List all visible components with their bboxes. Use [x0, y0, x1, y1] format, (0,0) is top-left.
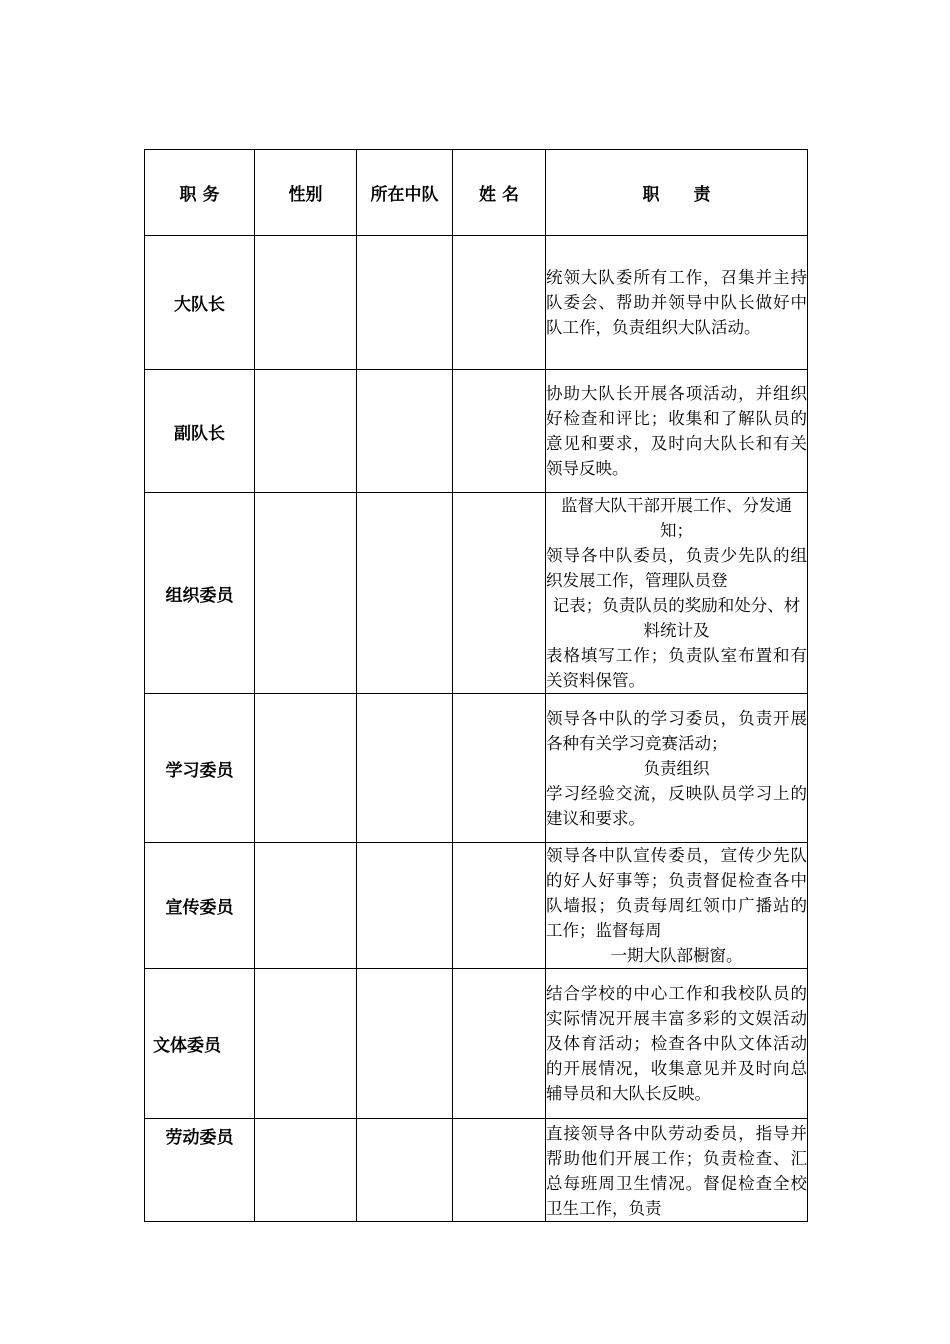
duty-line: 协助大队长开展各项活动，并组织好检查和评比；收集和了解队员的意见和要求，及时向大队长和有关领导反映。 [546, 384, 807, 478]
duty-cell [546, 493, 808, 694]
duty-line: 统领大队委所有工作，召集并主持队委会、帮助并领导中队长做好中队工作，负责组织大队活动。 [546, 268, 807, 337]
duty-table [144, 149, 808, 1222]
name-cell [453, 969, 546, 1119]
duty-line: 监督大队干部开展工作、分发通知； [561, 496, 792, 540]
duty-cell [546, 969, 808, 1119]
duty-cell [546, 236, 808, 370]
duty-cell [546, 1119, 808, 1222]
header-gender: 性别 [255, 150, 357, 236]
squad-cell [357, 236, 453, 370]
role-cell: 学习委员 [145, 694, 255, 843]
role-cell: 宣传委员 [145, 843, 255, 969]
header-name: 姓 名 [453, 150, 546, 236]
duty-line: 学习经验交流，反映队员学习上的建议和要求。 [546, 783, 807, 828]
table-row [145, 493, 808, 694]
gender-cell [255, 1119, 357, 1222]
table-row [145, 969, 808, 1119]
squad-cell [357, 493, 453, 694]
table-row [145, 370, 808, 493]
duty-line: 领导各中队委员，负责少先队的组织发展工作，管理队员登 [546, 546, 807, 590]
squad-cell [357, 843, 453, 969]
duty-line: 领导各中队宣传委员，宣传少先队的好人好事等；负责督促检查各中队墙报；负责每周红领巾广播站的工作；监督每周 [546, 846, 807, 940]
duty-line: 一期大队部橱窗。 [610, 946, 743, 965]
role-cell: 大队长 [145, 236, 255, 370]
duty-line: 表格填写工作；负责队室布置和有关资料保管。 [546, 646, 807, 690]
duty-cell [546, 694, 808, 843]
gender-cell [255, 370, 357, 493]
squad-cell [357, 694, 453, 843]
role-cell: 劳动委员 [145, 1119, 255, 1222]
table-row [145, 236, 808, 370]
duty-line: 结合学校的中心工作和我校队员的实际情况开展丰富多彩的文娱活动及体育活动；检查各中队文体活动的开展情况，收集意见并及时向总辅导员和大队长反映。 [546, 984, 807, 1103]
role-cell: 文体委员 [145, 969, 255, 1119]
duty-line: 记表；负责队员的奖励和处分、材料统计及 [552, 596, 801, 640]
gender-cell [255, 694, 357, 843]
duty-line: 直接领导各中队劳动委员，指导并帮助他们开展工作；负责检查、汇总每班周卫生情况。督促检查全校卫生工作，负责 [546, 1124, 807, 1218]
name-cell [453, 694, 546, 843]
name-cell [453, 843, 546, 969]
squad-cell [357, 1119, 453, 1222]
role-cell: 组织委员 [145, 493, 255, 694]
table-row [145, 1119, 808, 1222]
duty-line: 领导各中队的学习委员，负责开展各种有关学习竞赛活动； [546, 708, 807, 753]
header-row [145, 150, 808, 236]
role-cell: 副队长 [145, 370, 255, 493]
duty-line: 负责组织 [643, 758, 710, 778]
header-duty: 职 责 [546, 150, 808, 236]
squad-cell [357, 370, 453, 493]
header-position: 职 务 [145, 150, 255, 236]
table-row [145, 694, 808, 843]
name-cell [453, 370, 546, 493]
duty-cell [546, 370, 808, 493]
gender-cell [255, 969, 357, 1119]
table-row [145, 843, 808, 969]
header-squad: 所在中队 [357, 150, 453, 236]
gender-cell [255, 236, 357, 370]
squad-cell [357, 969, 453, 1119]
duty-cell [546, 843, 808, 969]
gender-cell [255, 843, 357, 969]
name-cell [453, 493, 546, 694]
name-cell [453, 1119, 546, 1222]
gender-cell [255, 493, 357, 694]
name-cell [453, 236, 546, 370]
